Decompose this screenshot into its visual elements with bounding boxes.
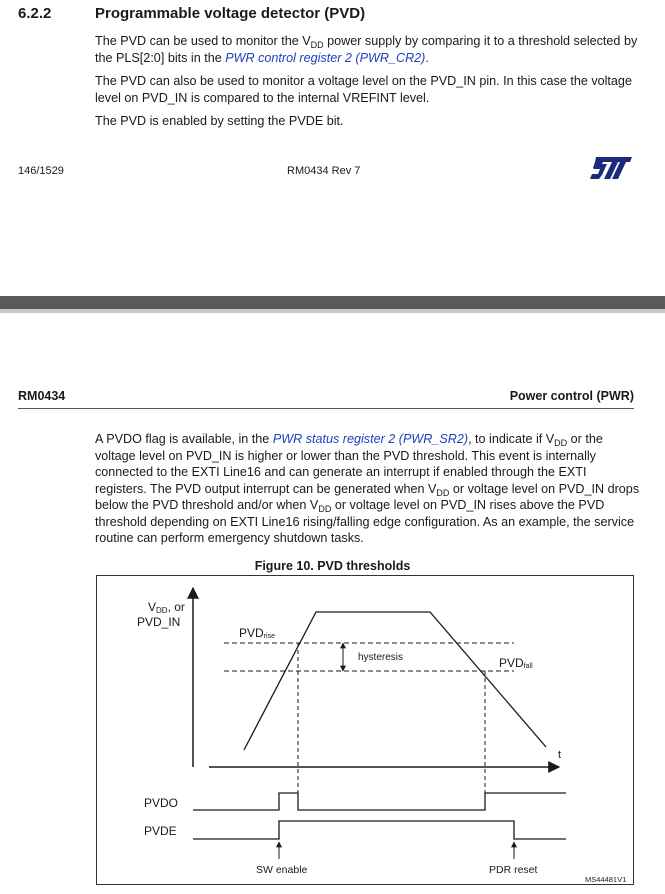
voltage-curve [244,612,546,750]
sw-enable-label: SW enable [256,864,308,876]
pvde-label: PVDE [144,824,177,838]
paragraph-pvd-intro: The PVD can be used to monitor the $V_{DD}$ power supply by comparing it to a threshold selected by the PLS[2:0] bits in the PWR control register 2 (PWR_CR2). [95,34,638,65]
t-label: t [558,749,562,761]
paragraph-pvde: The PVD is enabled by setting the PVDE bit. [95,114,344,128]
paragraph-pvdo-flag: A PVDO flag is available, in the PWR status register 2 (PWR_SR2), to indicate if $V_{DD}$ or the voltage level on PVD_IN is higher or lower than the PVD threshold. This event is internally connected to the EXTI Line16 and can generate an interrupt if enabled through the EXTI registers. The PVD output interrupt can be generated when $V_{DD}$ or voltage level on PVD_IN drops below the PVD threshold and/or when $V_{DD}$ or voltage level on PVD_IN rises above the PVD threshold depending on EXTI Line16 rising/falling edge configuration. As an example, the service routine can perform emergency shutdown tasks. [95,432,640,545]
paragraph-pvd-in: The PVD can also be used to monitor a voltage level on the PVD_IN pin. In this case the voltage level on PVD_IN is compared to the internal VREFINT level. [95,74,632,105]
pvde-waveform [193,821,566,839]
page-break-bar [0,296,665,309]
figure-title: Figure 10. PVD thresholds [254,559,411,573]
pdr-reset-label: PDR reset [489,864,538,876]
figure-code: MS44481V1 [585,875,627,884]
link-pwr-sr2[interactable]: PWR status register 2 (PWR_SR2) [272,432,469,446]
y-axis-label-2: PVD_IN [137,615,181,629]
pvdo-label: PVDO [144,796,179,810]
pvd-rise-label: PVDrise [239,626,275,640]
section-title: Programmable voltage detector (PVD) [95,5,366,22]
y-axis-label: VDD, or [148,600,185,615]
section-number: 6.2.2 [18,5,52,22]
header-rule [18,408,634,409]
st-logo-icon [590,156,632,180]
doc-revision: RM0434 Rev 7 [287,165,361,177]
hysteresis-label: hysteresis [358,652,404,663]
pvdo-waveform [193,793,566,810]
link-pwr-cr2[interactable]: PWR control register 2 (PWR_CR2) [225,50,426,65]
pvd-fall-label: PVDfall [499,656,533,670]
header-chapter: Power control (PWR) [509,389,634,403]
header-doc-id: RM0434 [18,389,66,403]
page-break-shadow [0,309,665,313]
pvd-thresholds-diagram [96,575,634,885]
page-number: 146/1529 [18,165,64,177]
